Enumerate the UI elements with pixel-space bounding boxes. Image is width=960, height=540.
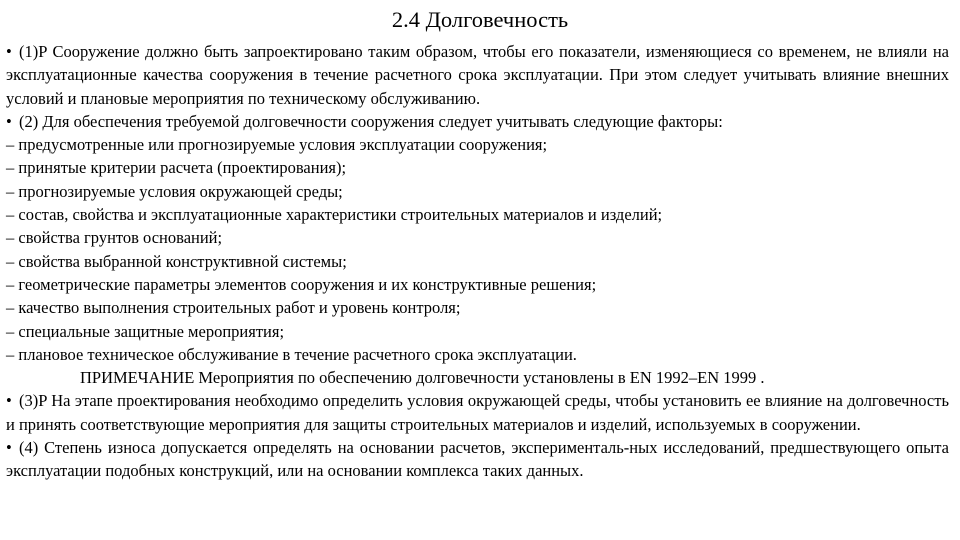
list-item: – прогнозируемые условия окружающей среды; (6, 181, 343, 201)
bullet-icon: • (6, 438, 12, 458)
paragraph-1-text: (1)P Сооружение должно быть запроектировано таким образом, чтобы его показатели, изменяющиеся со временем, не влияли на эксплуатационные качества сооружения в течение расчетного срока эксплуатации. При этом следует учитывать влияние внешних условий и плановые мероприятия по техническому обслуживанию. (6, 42, 949, 108)
list-item: – предусмотренные или прогнозируемые условия эксплуатации сооружения; (6, 135, 548, 155)
paragraph-2-text: (2) Для обеспечения требуемой долговечности сооружения следует учитывать следующие факторы: (19, 111, 723, 131)
factors-list (6, 133, 949, 366)
bullet-icon: • (6, 42, 12, 61)
list-item: – плановое техническое обслуживание в течение расчетного срока эксплуатации. (6, 344, 577, 364)
list-item: – состав, свойства и эксплуатационные характеристики строительных материалов и изделий; (6, 205, 663, 225)
note: ПРИМЕЧАНИЕ Мероприятия по обеспечению долговечности установлены в EN 1992–EN 1999 . (80, 368, 765, 388)
list-item: – качество выполнения строительных работ и уровень контроля; (6, 298, 461, 318)
bullet-icon: • (6, 111, 12, 131)
bullet-icon: • (6, 391, 12, 411)
list-item: – свойства грунтов оснований; (6, 228, 223, 248)
page-title: 2.4 Долговечность (391, 7, 569, 32)
paragraph-3-text: (3)P На этапе проектирования необходимо определить условия окружающей среды, чтобы установить ее влияние на долговечность и принять соответствующие мероприятия для защиты строительных материалов и изделий, используемых в сооружении. (6, 391, 949, 434)
paragraph-4 (6, 436, 949, 483)
paragraph-2 (6, 110, 949, 133)
list-item: – специальные защитные мероприятия; (6, 321, 285, 341)
document-body (6, 40, 949, 483)
list-item: – принятые критерии расчета (проектирования); (6, 158, 347, 178)
paragraph-4-text: (4) Степень износа допускается определять на основании расчетов, эксперименталь-ных исследований, предшествующего опыта эксплуатации подобных конструкций, или на основании комплекса таких данных. (6, 438, 949, 481)
paragraph-1 (6, 40, 949, 110)
list-item: – свойства выбранной конструктивной системы; (6, 251, 347, 271)
list-item: – геометрические параметры элементов сооружения и их конструктивные решения; (6, 274, 597, 294)
paragraph-3 (6, 389, 949, 436)
